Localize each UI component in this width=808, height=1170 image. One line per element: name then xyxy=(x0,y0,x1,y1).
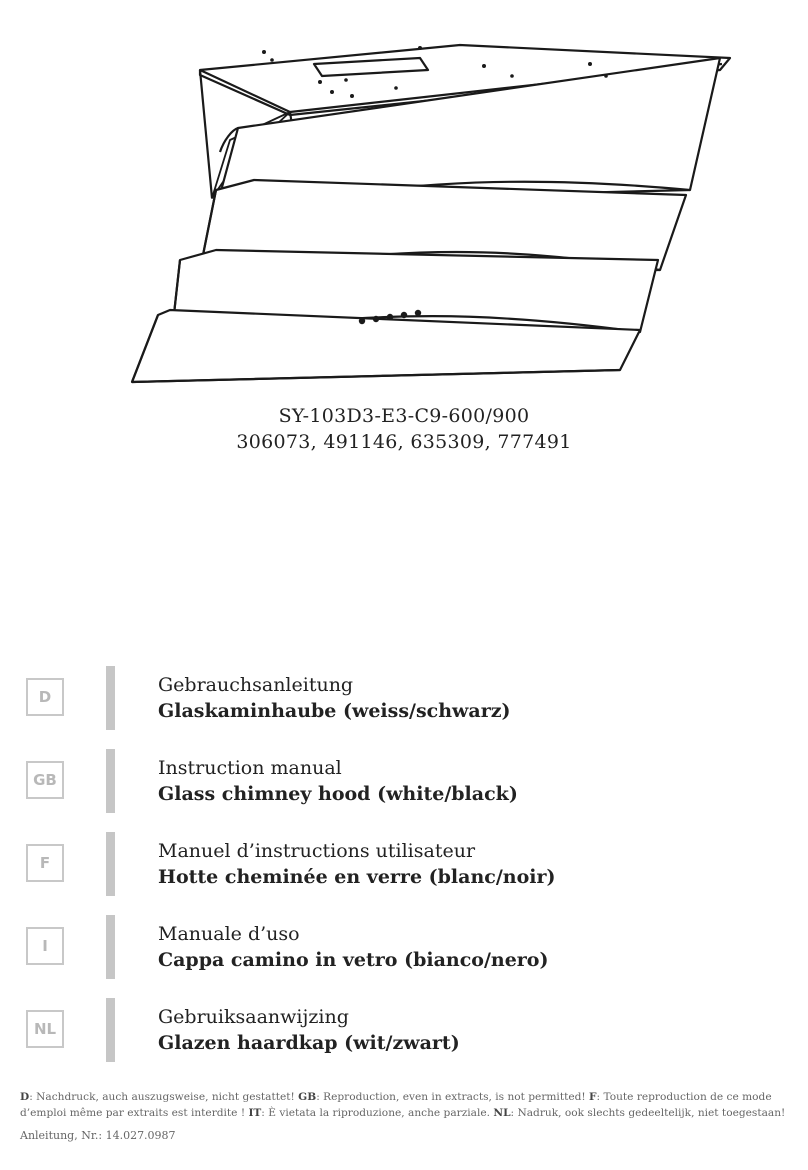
copyright-notice xyxy=(20,1089,795,1121)
language-code-badge: GB xyxy=(26,761,64,799)
language-manual-title: Gebruiksaanwijzing xyxy=(158,1006,349,1028)
language-row-de xyxy=(0,666,808,732)
language-code-badge: D xyxy=(26,678,64,716)
language-code-badge: NL xyxy=(26,1010,64,1048)
language-product-name: Cappa camino in vetro (bianco/nero) xyxy=(158,949,549,971)
copyright-text: : Toute reproduction de ce mode d’emploi même par extraits est interdite ! xyxy=(20,1091,772,1119)
language-manual-title: Manuel d’instructions utilisateur xyxy=(158,840,476,862)
copyright-text: : Nachdruck, auch auszugsweise, nicht gestattet! xyxy=(29,1091,299,1103)
language-manual-title: Instruction manual xyxy=(158,757,342,779)
language-product-name: Hotte cheminée en verre (blanc/noir) xyxy=(158,866,556,888)
language-product-name: Glass chimney hood (white/black) xyxy=(158,783,518,805)
language-manual-title: Gebrauchsanleitung xyxy=(158,674,354,696)
language-row-nl xyxy=(0,998,808,1064)
language-product-name: Glazen haardkap (wit/zwart) xyxy=(158,1032,460,1054)
language-manual-title: Manuale d’uso xyxy=(158,923,300,945)
language-row-it xyxy=(0,915,808,981)
copyright-lang-code: GB xyxy=(298,1091,317,1103)
copyright-lang-code: F xyxy=(589,1091,597,1103)
manual-order-number: Anleitung, Nr.: 14.027.0987 xyxy=(20,1129,176,1142)
language-row-gb xyxy=(0,749,808,815)
language-divider-bar xyxy=(106,666,115,730)
copyright-text: : È vietata la riproduzione, anche parziale. xyxy=(261,1107,494,1119)
language-code-badge: I xyxy=(26,927,64,965)
copyright-lang-code: IT xyxy=(248,1107,262,1119)
copyright-lang-code: NL xyxy=(493,1107,511,1119)
language-row-fr xyxy=(0,832,808,898)
article-numbers: 306073, 491146, 635309, 777491 xyxy=(236,431,572,453)
language-divider-bar xyxy=(106,915,115,979)
glass-chimney-hood-illustration xyxy=(120,40,740,400)
language-divider-bar xyxy=(106,998,115,1062)
language-code-badge: F xyxy=(26,844,64,882)
language-divider-bar xyxy=(106,832,115,896)
copyright-text: : Reproduction, even in extracts, is not permitted! xyxy=(316,1091,590,1103)
language-product-name: Glaskaminhaube (weiss/schwarz) xyxy=(158,700,511,722)
model-number: SY-103D3-E3-C9-600/900 xyxy=(278,405,530,427)
copyright-text: : Nadruk, ook slechts gedeeltelijk, niet toegestaan! xyxy=(510,1107,786,1119)
language-divider-bar xyxy=(106,749,115,813)
copyright-lang-code: D xyxy=(20,1091,30,1103)
